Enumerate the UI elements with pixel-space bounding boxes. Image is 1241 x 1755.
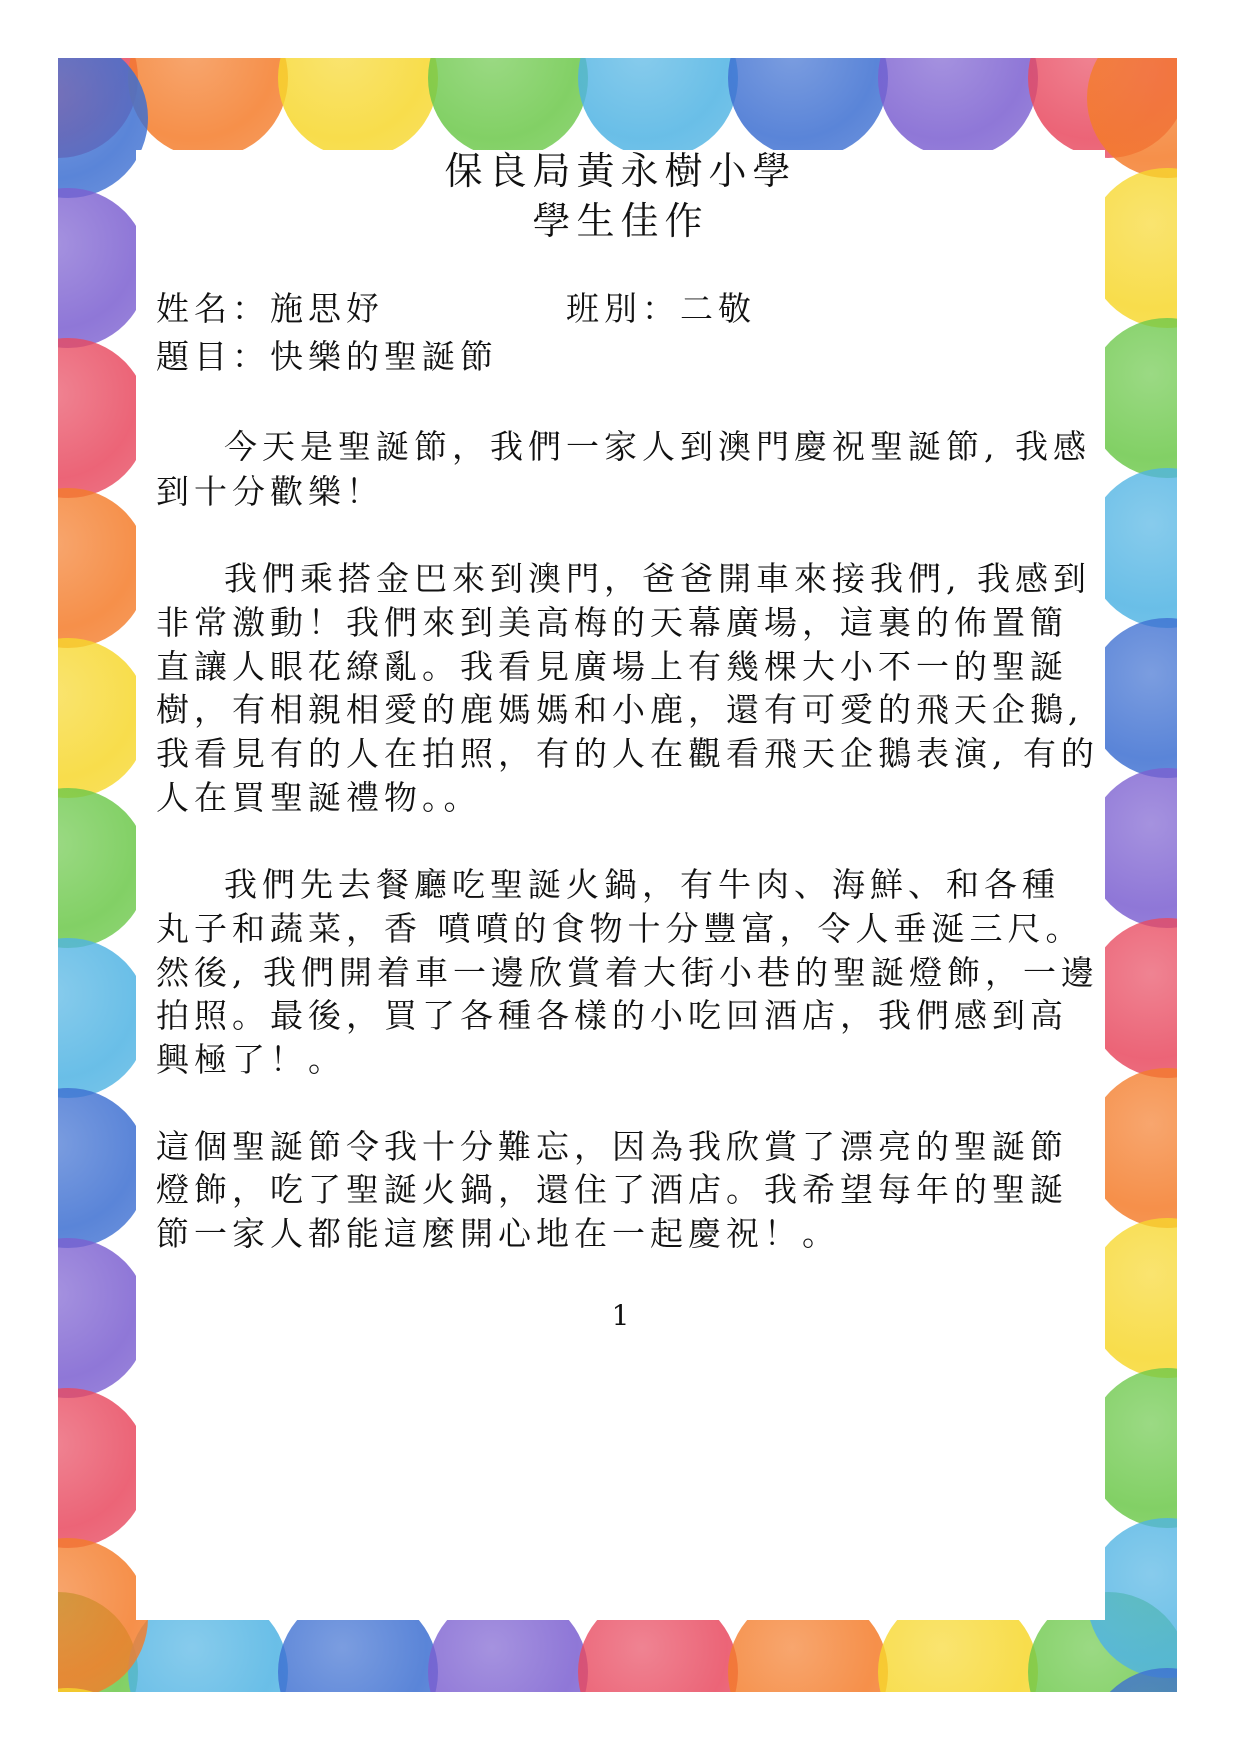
- watercolor-dot: [58, 488, 148, 648]
- watercolor-dot: [58, 1088, 148, 1248]
- page-subtitle: 學生佳作: [532, 199, 709, 243]
- essay-line: 這個聖誕節令我十分難忘，因為我欣賞了漂亮的聖誕節: [156, 1127, 1068, 1166]
- watercolor-dot: [58, 1238, 148, 1398]
- essay-line: 人在買聖誕禮物。。: [156, 778, 482, 817]
- watercolor-dot: [58, 938, 148, 1098]
- class-label: 班別：二敬: [566, 289, 756, 328]
- essay-line: 興極了！。: [156, 1040, 346, 1079]
- essay-line: 節一家人都能這麼開心地在一起慶祝！。: [156, 1214, 840, 1253]
- student-name: 姓名：施思妤: [156, 289, 384, 328]
- essay-line: 我看見有的人在拍照，有的人在觀看飛天企鵝表演, 有的: [156, 734, 1099, 773]
- watercolor-dot: [58, 1388, 148, 1548]
- watercolor-dot: [58, 188, 148, 348]
- watercolor-dot: [58, 788, 148, 948]
- essay-line: 直讓人眼花繚亂。我看見廣場上有幾棵大小不一的聖誕: [156, 647, 1068, 686]
- paper-sheet: [136, 150, 1105, 1620]
- watercolor-dot: [278, 58, 438, 158]
- essay-line: 燈飾，吃了聖誕火鍋，還住了酒店。我希望每年的聖誕: [156, 1170, 1068, 1209]
- essay-line: 到十分歡樂！: [156, 472, 384, 511]
- essay-line: 然後, 我們開着車一邊欣賞着大街小巷的聖誕燈飾，一邊: [156, 953, 1099, 992]
- watercolor-dot: [58, 338, 148, 498]
- watercolor-dot: [578, 58, 738, 158]
- watercolor-dot: [428, 58, 588, 158]
- essay-line: 今天是聖誕節，我們一家人到澳門慶祝聖誕節, 我感: [224, 427, 1091, 466]
- essay-line: 樹，有相親相愛的鹿媽媽和小鹿，還有可愛的飛天企鵝,: [156, 690, 1084, 729]
- essay-topic: 題目：快樂的聖誕節: [156, 337, 498, 376]
- watercolor-dot: [58, 58, 148, 198]
- essay-line: 拍照。最後，買了各種各樣的小吃回酒店，我們感到高: [156, 996, 1068, 1035]
- watercolor-dot: [728, 58, 888, 158]
- page-number: 1: [611, 1299, 630, 1332]
- school-name: 保良局黃永樹小學: [444, 149, 797, 193]
- essay-line: 非常激動！我們來到美高梅的天幕廣場，這裏的佈置簡: [156, 603, 1068, 642]
- essay-line: 我們乘搭金巴來到澳門，爸爸開車來接我們, 我感到: [224, 559, 1091, 598]
- essay-line: 我們先去餐廳吃聖誕火鍋，有牛肉、海鮮、和各種: [224, 865, 1060, 904]
- essay-line: 丸子和蔬菜，香 噴噴的食物十分豐富，令人垂涎三尺。: [156, 909, 1084, 948]
- watercolor-dot: [128, 58, 288, 158]
- watercolor-dot: [878, 58, 1038, 158]
- watercolor-dot: [58, 638, 148, 798]
